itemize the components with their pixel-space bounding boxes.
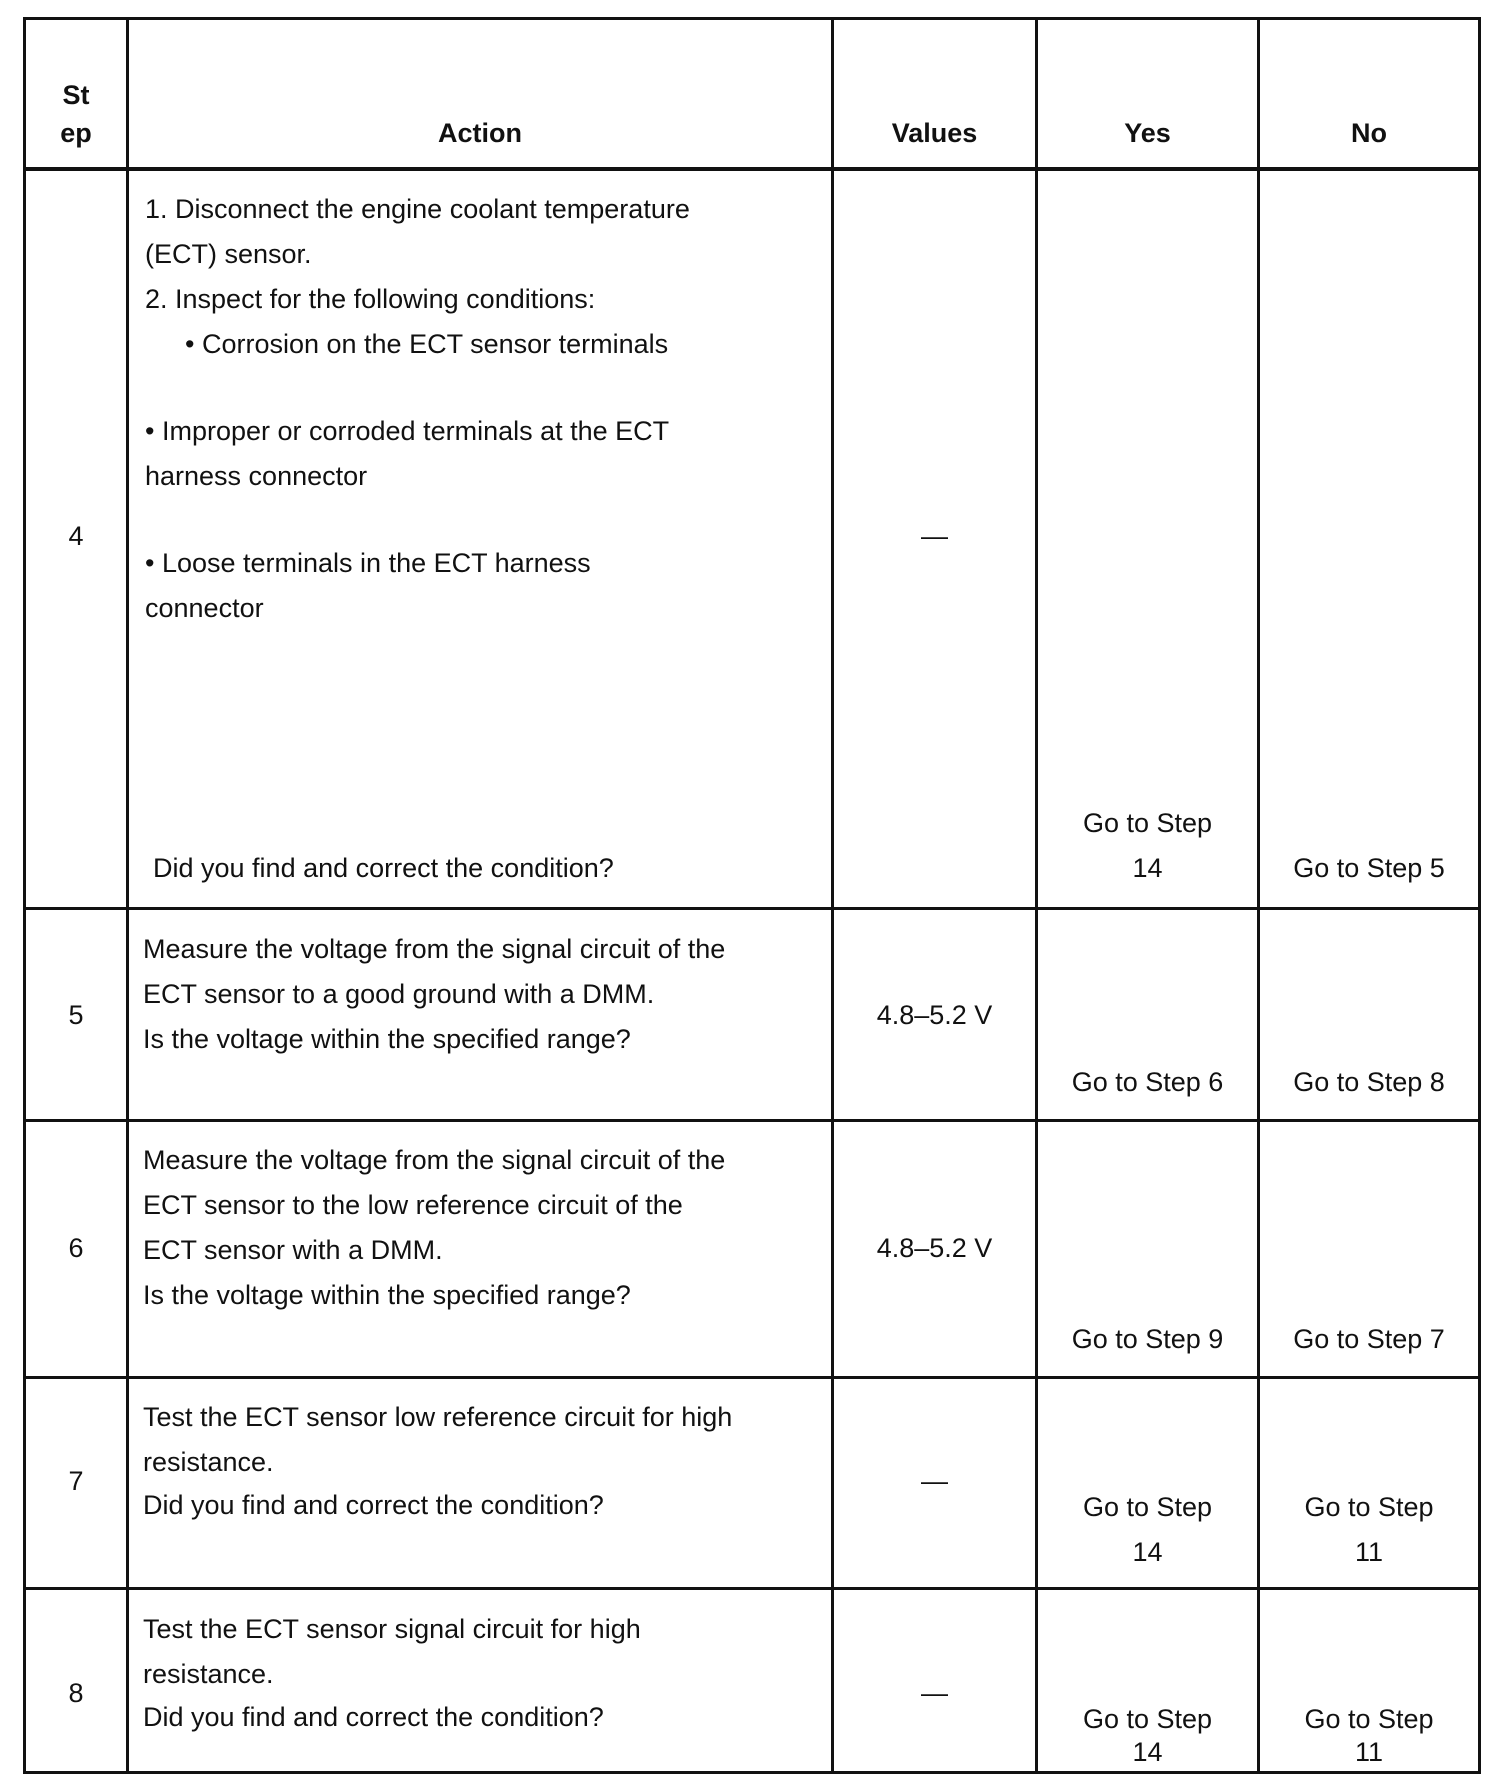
row-divider: [23, 1376, 1481, 1379]
action-text: 1. Disconnect the engine coolant temperature: [145, 194, 690, 224]
yes-link[interactable]: 14: [1132, 1537, 1163, 1567]
action-text: Test the ECT sensor signal circuit for high: [143, 1614, 641, 1644]
header-action: Action: [438, 118, 522, 148]
no-link[interactable]: 11: [1354, 1537, 1384, 1567]
header-no: No: [1351, 118, 1387, 148]
action-text: ECT sensor to a good ground with a DMM.: [143, 979, 655, 1009]
step-number: 8: [68, 1678, 84, 1708]
action-question: Did you find and correct the condition?: [153, 853, 614, 883]
action-text: Is the voltage within the specified range?: [143, 1024, 631, 1054]
header-yes: Yes: [1124, 118, 1171, 148]
no-link[interactable]: 11: [1354, 1737, 1384, 1767]
action-text: Measure the voltage from the signal circuit of the: [143, 934, 726, 964]
action-text: Is the voltage within the specified range?: [143, 1280, 631, 1310]
header-step: ep: [60, 118, 92, 148]
action-text: ECT sensor to the low reference circuit of the: [143, 1190, 683, 1220]
action-text: Did you find and correct the condition?: [143, 1490, 604, 1520]
table-border-left: [23, 17, 26, 1774]
action-text: • Loose terminals in the ECT harness: [145, 548, 591, 578]
row-divider: [23, 167, 1481, 171]
action-text: resistance.: [143, 1447, 274, 1477]
no-link[interactable]: Go to Step 7: [1293, 1324, 1445, 1354]
action-text: connector: [145, 593, 264, 623]
yes-link[interactable]: 14: [1132, 853, 1163, 883]
value-cell: —: [921, 1466, 948, 1496]
action-text: • Corrosion on the ECT sensor terminals: [185, 329, 669, 359]
action-text: Test the ECT sensor low reference circuit for high: [143, 1402, 733, 1432]
no-link[interactable]: Go to Step: [1304, 1492, 1434, 1522]
table-border-right: [1478, 17, 1481, 1774]
yes-link[interactable]: Go to Step: [1082, 808, 1213, 838]
action-text: Did you find and correct the condition?: [143, 1702, 604, 1732]
value-cell: —: [921, 521, 948, 551]
yes-link[interactable]: Go to Step: [1082, 1492, 1213, 1522]
yes-link[interactable]: 14: [1132, 1737, 1163, 1767]
value-cell: —: [921, 1678, 948, 1708]
step-number: 4: [68, 521, 84, 551]
header-values: Values: [891, 118, 978, 148]
value-cell: 4.8–5.2 V: [876, 1233, 993, 1263]
action-text: 2. Inspect for the following conditions:: [145, 284, 596, 314]
troubleshooting-table: [23, 17, 1481, 1774]
no-link[interactable]: Go to Step 8: [1293, 1067, 1445, 1097]
step-number: 5: [68, 1000, 84, 1030]
column-divider: [831, 17, 834, 1774]
table-border-top: [23, 17, 1481, 20]
no-link[interactable]: Go to Step: [1304, 1704, 1434, 1734]
action-text: harness connector: [145, 461, 368, 491]
row-divider: [23, 1587, 1481, 1590]
action-text: Measure the voltage from the signal circuit of the: [143, 1145, 726, 1175]
row-divider: [23, 1119, 1481, 1122]
step-number: 7: [68, 1466, 84, 1496]
header-step: St: [62, 80, 90, 110]
action-text: resistance.: [143, 1659, 274, 1689]
yes-link[interactable]: Go to Step 9: [1071, 1324, 1224, 1354]
action-text: (ECT) sensor.: [145, 239, 312, 269]
action-text: • Improper or corroded terminals at the ECT: [145, 416, 670, 446]
yes-link[interactable]: Go to Step: [1082, 1704, 1213, 1734]
column-divider: [126, 17, 129, 1774]
value-cell: 4.8–5.2 V: [876, 1000, 993, 1030]
action-text: ECT sensor with a DMM.: [143, 1235, 443, 1265]
row-divider: [23, 907, 1481, 910]
yes-link[interactable]: Go to Step 6: [1071, 1067, 1224, 1097]
step-number: 6: [68, 1233, 84, 1263]
no-link[interactable]: Go to Step 5: [1293, 853, 1445, 883]
